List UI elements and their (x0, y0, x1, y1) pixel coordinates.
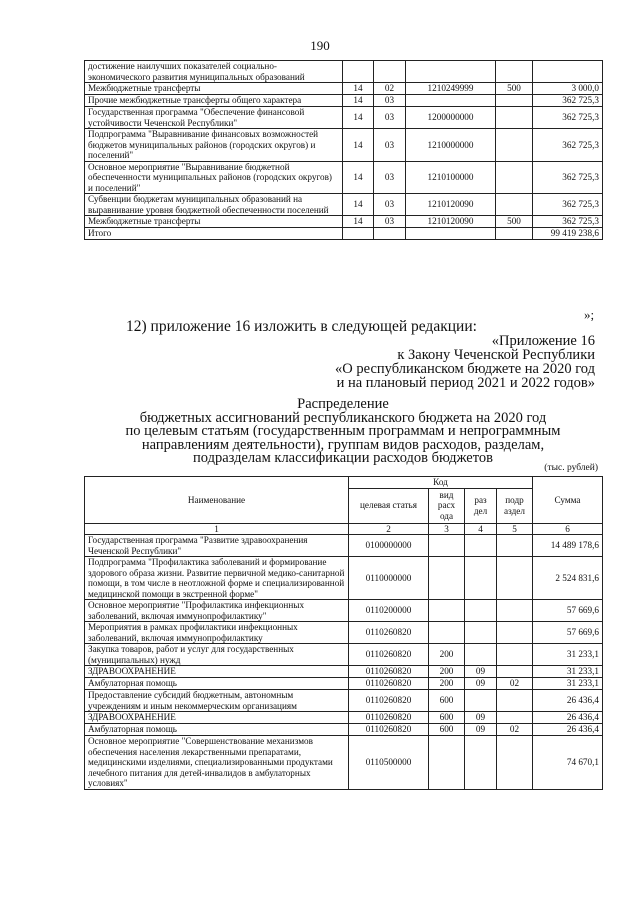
cell-type (496, 194, 533, 216)
cell-name: Государственная программа "Обеспечение финансовой устойчивости Чеченской Республики" (85, 107, 343, 129)
table-row (85, 83, 603, 95)
cell-section: 14 (343, 161, 374, 194)
cell-name: Государственная программа "Развитие здравоохранения Чеченской Республики" (85, 535, 349, 557)
table-row (85, 161, 603, 194)
cell-section: 14 (343, 216, 374, 228)
cell-type: 600 (429, 712, 465, 724)
heading-title: Распределение (297, 396, 389, 412)
cell-name: Амбулаторная помощь (85, 678, 349, 690)
cell-sum: 57 669,6 (533, 600, 603, 622)
table-row (85, 107, 603, 129)
cell-sum (533, 61, 603, 83)
heading-line-4: подразделам классификации расходов бюджетов (193, 450, 493, 466)
cell-section (465, 600, 497, 622)
cell-section: 09 (465, 724, 497, 736)
table-row (85, 194, 603, 216)
heading-line-2: по целевым статьям (государственным программам и непрограммным (125, 423, 561, 439)
cell-name: Основное мероприятие "Совершенствование механизмов обеспечения населения лекарственными препаратами, медицинскими изделиями, специализированными продуктами лечебного питания для детей-инвалидов в амбулаторных условиях" (85, 736, 349, 790)
cell-subsection (497, 690, 533, 712)
table-row (85, 622, 603, 644)
cell-target: 1210249999 (406, 83, 496, 95)
cell-type: 200 (429, 666, 465, 678)
cell-subsection: 02 (497, 678, 533, 690)
header-name: Наименование (85, 477, 349, 524)
col-number-2: 2 (349, 523, 429, 535)
cell-type: 500 (496, 83, 533, 95)
cell-type (496, 228, 533, 240)
appendix-line-2: к Закону Чеченской Республики (397, 347, 595, 363)
cell-sum: 26 436,4 (533, 712, 603, 724)
allocation-table (84, 476, 603, 790)
header-section: раз дел (465, 488, 497, 523)
cell-sum: 99 419 238,6 (533, 228, 603, 240)
cell-type (429, 600, 465, 622)
table-row (85, 724, 603, 736)
cell-sum: 31 233,1 (533, 644, 603, 666)
col-number-3: 3 (429, 523, 465, 535)
cell-sum: 362 725,3 (533, 194, 603, 216)
cell-target: 0110260820 (349, 678, 429, 690)
heading-line-1: бюджетных ассигнований республиканского бюджета на 2020 год (139, 409, 547, 426)
cell-sum: 26 436,4 (533, 690, 603, 712)
cell-subsection (497, 644, 533, 666)
cell-subsection (497, 622, 533, 644)
appendix-line-4: и на плановый период 2021 и 2022 годов» (336, 375, 595, 391)
cell-name: Предоставление субсидий бюджетным, автономным учреждениям и иным некоммерческим организациям (85, 690, 349, 712)
cell-section (465, 557, 497, 600)
cell-target: 1210120090 (406, 194, 496, 216)
table-row (85, 129, 603, 162)
header-code: Код (349, 477, 533, 489)
cell-type (496, 129, 533, 162)
cell-sum: 26 436,4 (533, 724, 603, 736)
cell-name: Основное мероприятие "Профилактика инфекционных заболеваний, включая иммунопрофилактику" (85, 600, 349, 622)
cell-sum: 362 725,3 (533, 95, 603, 107)
cell-type (429, 557, 465, 600)
cell-subsection: 03 (374, 129, 406, 162)
cell-sum: 362 725,3 (533, 216, 603, 228)
cell-type (496, 95, 533, 107)
cell-type (496, 61, 533, 83)
cell-sum: 31 233,1 (533, 666, 603, 678)
amendment-intro: 12) приложение 16 изложить в следующей редакции: (126, 318, 477, 335)
cell-sum: 362 725,3 (533, 161, 603, 194)
table-row (85, 61, 603, 83)
cell-subsection (497, 712, 533, 724)
cell-name: Мероприятия в рамках профилактики инфекционных заболеваний, включая иммунопрофилактику (85, 622, 349, 644)
cell-subsection (497, 600, 533, 622)
cell-type (429, 736, 465, 790)
cell-target: 1200000000 (406, 107, 496, 129)
table-row (85, 690, 603, 712)
cell-section: 14 (343, 83, 374, 95)
cell-subsection: 03 (374, 95, 406, 107)
top-table (84, 60, 603, 240)
cell-name: Итого (85, 228, 343, 240)
cell-sum: 362 725,3 (533, 129, 603, 162)
table-row (85, 666, 603, 678)
col-number-5: 5 (497, 523, 533, 535)
cell-subsection (497, 535, 533, 557)
cell-name: Амбулаторная помощь (85, 724, 349, 736)
appendix-line-3: «О республиканском бюджете на 2020 год (335, 361, 595, 377)
cell-target: 0110260820 (349, 622, 429, 644)
cell-section: 14 (343, 107, 374, 129)
cell-subsection: 03 (374, 194, 406, 216)
cell-subsection: 02 (374, 83, 406, 95)
cell-type: 200 (429, 678, 465, 690)
cell-sum: 2 524 831,6 (533, 557, 603, 600)
cell-target: 0110260820 (349, 666, 429, 678)
appendix-caption (335, 334, 595, 390)
cell-type: 600 (429, 724, 465, 736)
cell-section: 09 (465, 712, 497, 724)
cell-name: ЗДРАВООХРАНЕНИЕ (85, 712, 349, 724)
cell-subsection: 03 (374, 161, 406, 194)
cell-target (406, 61, 496, 83)
heading-line-3: направлениям деятельности), группам видов расходов, разделам, (141, 436, 545, 453)
cell-sum: 74 670,1 (533, 736, 603, 790)
table-row (85, 644, 603, 666)
cell-sum: 31 233,1 (533, 678, 603, 690)
appendix-line-1: «Приложение 16 (491, 333, 595, 349)
cell-section (465, 622, 497, 644)
table-row (85, 736, 603, 790)
cell-target: 0110260820 (349, 724, 429, 736)
cell-target: 0110260820 (349, 690, 429, 712)
cell-name: Субвенции бюджетам муниципальных образований на выравнивание уровня бюджетной обеспеченности поселений (85, 194, 343, 216)
cell-target: 1210100000 (406, 161, 496, 194)
table-row (85, 678, 603, 690)
cell-section: 14 (343, 129, 374, 162)
table-row (85, 228, 603, 240)
cell-type: 600 (429, 690, 465, 712)
cell-section: 09 (465, 678, 497, 690)
cell-section (343, 228, 374, 240)
cell-target: 0110500000 (349, 736, 429, 790)
cell-subsection (497, 736, 533, 790)
table-row (85, 216, 603, 228)
header-sum: Сумма (533, 477, 603, 524)
cell-section: 14 (343, 95, 374, 107)
cell-name: достижение наилучших показателей социально-экономического развития муниципальных образований (85, 61, 343, 83)
cell-subsection (497, 666, 533, 678)
cell-name: Межбюджетные трансферты (85, 83, 343, 95)
cell-target: 0110000000 (349, 557, 429, 600)
cell-type: 200 (429, 644, 465, 666)
cell-type (496, 107, 533, 129)
cell-section (465, 535, 497, 557)
cell-subsection (497, 557, 533, 600)
cell-target: 1210120090 (406, 216, 496, 228)
closing-mark: »; (584, 307, 595, 322)
table-row (85, 535, 603, 557)
table-row (85, 712, 603, 724)
cell-subsection: 03 (374, 216, 406, 228)
cell-name: Основное мероприятие "Выравнивание бюджетной обеспеченности муниципальных районов (городских округов) и поселений" (85, 161, 343, 194)
cell-target (406, 228, 496, 240)
cell-name: Подпрограмма "Выравнивание финансовых возможностей бюджетов муниципальных районов (городских округов) и поселений" (85, 129, 343, 162)
cell-section (465, 644, 497, 666)
table-row (85, 557, 603, 600)
cell-type: 500 (496, 216, 533, 228)
cell-type (496, 161, 533, 194)
cell-target: 0110260820 (349, 644, 429, 666)
cell-subsection (374, 228, 406, 240)
cell-name: Межбюджетные трансферты (85, 216, 343, 228)
cell-section (343, 61, 374, 83)
cell-section: 09 (465, 666, 497, 678)
cell-type (429, 535, 465, 557)
cell-target: 0100000000 (349, 535, 429, 557)
cell-name: Закупка товаров, работ и услуг для государственных (муниципальных) нужд (85, 644, 349, 666)
cell-name: ЗДРАВООХРАНЕНИЕ (85, 666, 349, 678)
cell-section: 14 (343, 194, 374, 216)
cell-section (465, 690, 497, 712)
col-number-1: 1 (85, 523, 349, 535)
cell-subsection: 03 (374, 107, 406, 129)
col-number-6: 6 (533, 523, 603, 535)
cell-name: Прочие межбюджетные трансферты общего характера (85, 95, 343, 107)
cell-name: Подпрограмма "Профилактика заболеваний и формирование здорового образа жизни. Развитие первичной медико-санитарной помощи, в том числе в неотложной форме и специализированной медицинской помощи в экстренной форме" (85, 557, 349, 600)
page-number: 190 (310, 38, 330, 53)
cell-target: 0110200000 (349, 600, 429, 622)
cell-sum: 57 669,6 (533, 622, 603, 644)
table-row (85, 95, 603, 107)
col-number-4: 4 (465, 523, 497, 535)
table-row (85, 600, 603, 622)
header-type: вид расх ода (429, 488, 465, 523)
cell-sum: 14 489 178,6 (533, 535, 603, 557)
cell-subsection: 02 (497, 724, 533, 736)
units-label: (тыс. рублей) (544, 463, 598, 473)
header-subsection: подр аздел (497, 488, 533, 523)
cell-target: 1210000000 (406, 129, 496, 162)
cell-section (465, 736, 497, 790)
cell-sum: 3 000,0 (533, 83, 603, 95)
cell-target: 0110260820 (349, 712, 429, 724)
cell-subsection (374, 61, 406, 83)
document-heading (84, 398, 602, 466)
cell-type (429, 622, 465, 644)
cell-sum: 362 725,3 (533, 107, 603, 129)
cell-target (406, 95, 496, 107)
header-target: целевая статья (349, 488, 429, 523)
